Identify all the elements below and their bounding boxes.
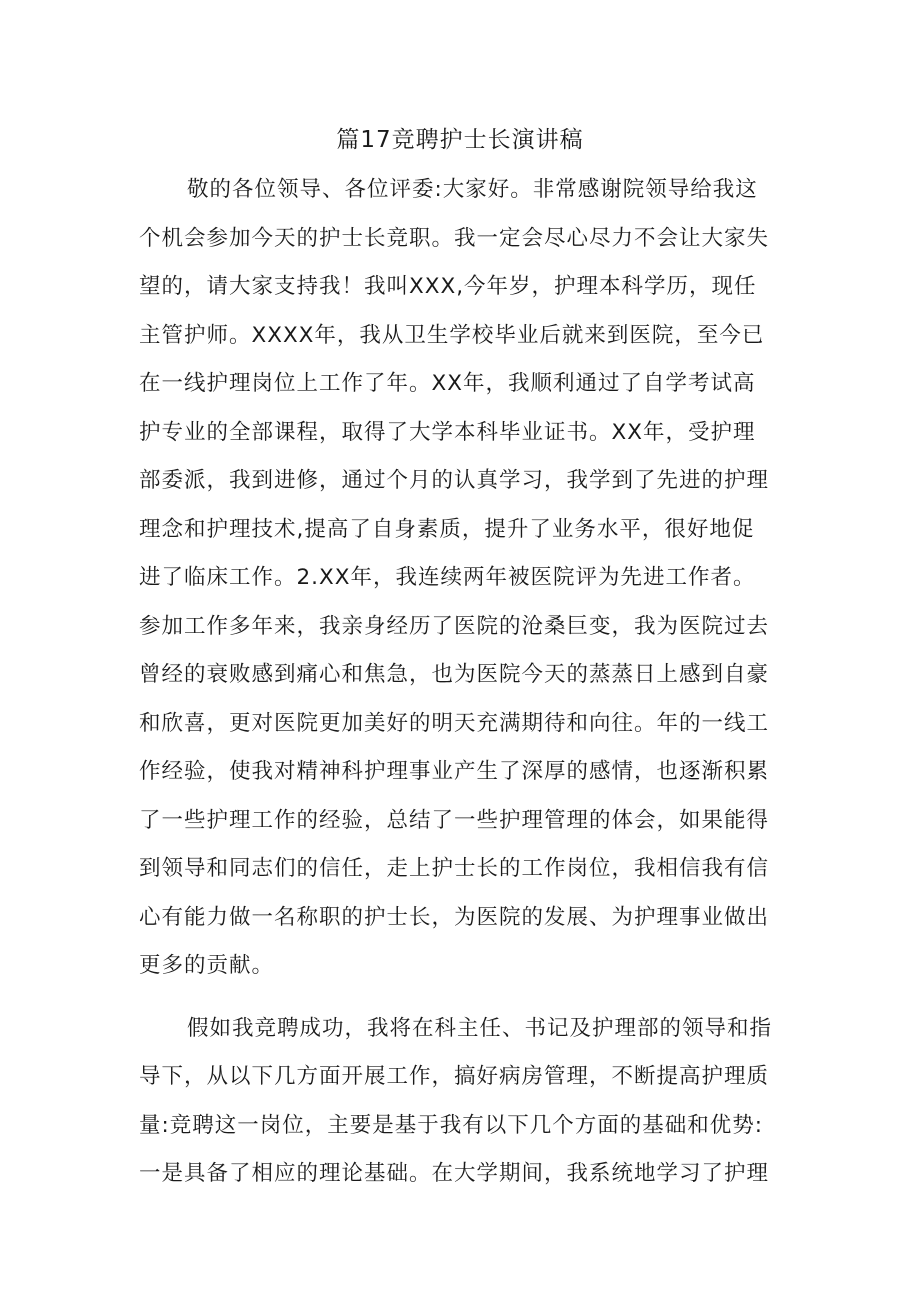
text-line: 主管护师。XXXX年，我从卫生学校毕业后就来到医院，至今已 bbox=[139, 322, 765, 348]
text-line: 作经验，使我对精神科护理事业产生了深厚的感情，也逐渐积累 bbox=[139, 759, 770, 784]
document-body bbox=[139, 166, 799, 1199]
text-line: 曾经的衰败感到痛心和焦急，也为医院今天的蒸蒸日上感到自豪 bbox=[139, 662, 770, 687]
text-line: 心有能力做一名称职的护士长，为医院的发展、为护理事业做出 bbox=[139, 904, 770, 930]
paragraph-2 bbox=[139, 1005, 799, 1199]
text-line: 个机会参加今天的护士长竞职。我一定会尽心尽力不会让大家失 bbox=[139, 225, 770, 251]
text-line: 量:竞聘这一岗位，主要是基于我有以下几个方面的基础和优势: bbox=[139, 1112, 763, 1138]
text-line: 一是具备了相应的理论基础。在大学期间，我系统地学习了护理 bbox=[139, 1161, 770, 1186]
text-line: 理念和护理技术,提高了自身素质，提升了业务水平，很好地促 bbox=[139, 516, 755, 542]
document-title: 篇17竞聘护士长演讲稿 bbox=[336, 127, 584, 153]
text-line: 护专业的全部课程，取得了大学本科毕业证书。XX年，受护理 bbox=[139, 419, 756, 445]
text-line: 部委派，我到进修，通过个月的认真学习，我学到了先进的护理 bbox=[139, 468, 770, 493]
text-line: 参加工作多年来，我亲身经历了医院的沧桑巨变，我为医院过去 bbox=[139, 613, 770, 639]
text-line: 假如我竞聘成功，我将在科主任、书记及护理部的领导和指 bbox=[187, 1015, 773, 1041]
text-line: 到领导和同志们的信任，走上护士长的工作岗位，我相信我有信 bbox=[139, 856, 770, 881]
paragraph-gap bbox=[139, 991, 799, 1005]
text-line: 望的，请大家支持我！我叫XXX,今年岁，护理本科学历，现任 bbox=[139, 274, 757, 299]
text-line: 进了临床工作。2.XX年，我连续两年被医院评为先进工作者。 bbox=[139, 565, 756, 590]
paragraph-1 bbox=[139, 166, 799, 991]
text-line: 和欣喜，更对医院更加美好的明天充满期待和向往。年的一线工 bbox=[139, 710, 770, 736]
text-line: 导下，从以下几方面开展工作，搞好病房管理，不断提高护理质 bbox=[139, 1064, 770, 1089]
text-line: 敬的各位领导、各位评委:大家好。非常感谢院领导给我这 bbox=[187, 177, 758, 202]
text-line: 在一线护理岗位上工作了年。XX年，我顺利通过了自学考试高 bbox=[139, 371, 756, 396]
text-line: 更多的贡献。 bbox=[139, 953, 275, 978]
text-line: 了一些护理工作的经验，总结了一些护理管理的体会，如果能得 bbox=[139, 807, 770, 833]
